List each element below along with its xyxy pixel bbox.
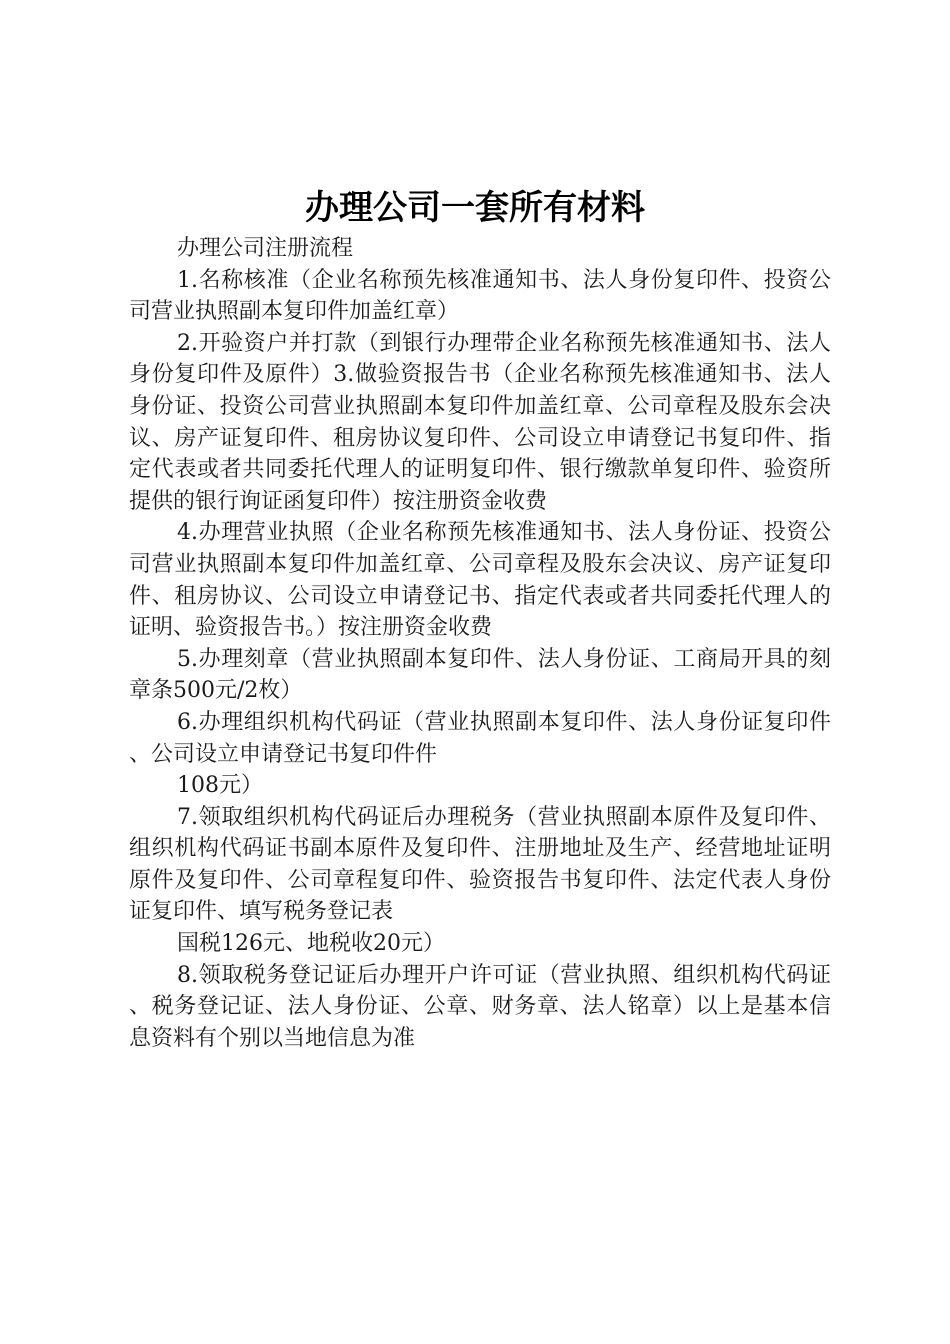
paragraph-intro: 办理公司注册流程 [177,236,354,261]
paragraph-step-6: 6.办理组织机构代码证（营业执照副本复印件、法人身份证复印件、公司设立申请登记书复印件件 [129,709,831,767]
paragraph-step-5: 5.办理刻章（营业执照副本复印件、法人身份证、工商局开具的刻章条500元/2枚） [129,646,831,704]
paragraph-step-2-3: 2.开验资户并打款（到银行办理带企业名称预先核准通知书、法人身份复印件及原件）3.做验资报告书（企业名称预先核准通知书、法人身份证、投资公司营业执照副本复印件加盖红章、公司章程及股东会决议、房产证复印件、租房协议复印件、公司设立申请登记书复印件、指定代表或者共同委托代理人的证明复印件、银行缴款单复印件、验资所提供的银行询证函复印件）按注册资金收费 [129,330,831,514]
document-body [129,233,831,1054]
paragraph-step-8: 8.领取税务登记证后办理开户许可证（营业执照、组织机构代码证、税务登记证、法人身份证、公章、财务章、法人铭章）以上是基本信息资料有个别以当地信息为准 [129,962,831,1051]
paragraph-step-7: 7.领取组织机构代码证后办理税务（营业执照副本原件及复印件、组织机构代码证书副本原件及复印件、注册地址及生产、经营地址证明原件及复印件、公司章程复印件、验资报告书复印件、法定代表人身份证复印件、填写税务登记表 [129,804,831,925]
paragraph-step-1: 1.名称核准（企业名称预先核准通知书、法人身份复印件、投资公司营业执照副本复印件加盖红章） [129,267,831,325]
paragraph-step-7-fee: 国税126元、地税收20元） [177,931,445,957]
paragraph-step-4: 4.办理营业执照（企业名称预先核准通知书、法人身份证、投资公司营业执照副本复印件加盖红章、公司章程及股东会决议、房产证复印件、租房协议、公司设立申请登记书、指定代表或者共同委托代理人的证明、验资报告书。）按注册资金收费 [129,520,831,641]
document-title: 办理公司一套所有材料 [305,188,645,228]
paragraph-step-6-fee: 108元） [177,773,263,799]
